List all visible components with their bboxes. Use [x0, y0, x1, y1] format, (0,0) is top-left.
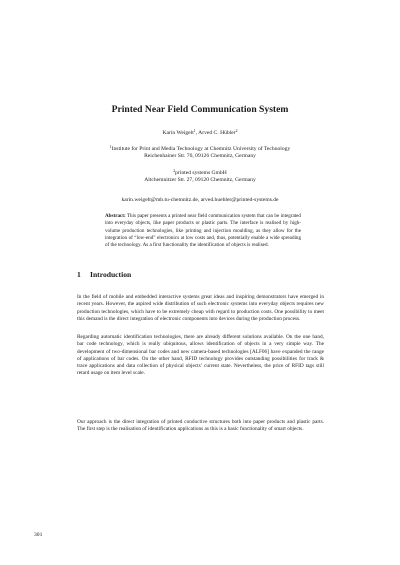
section-number: 1	[77, 270, 81, 279]
section-heading	[77, 270, 131, 280]
abstract-text: This paper presents a printed near field communication system that can be integrated into everyday objects, like paper products or plastic parts. The interface is realised by high-volume production technologies, like printing and injection moulding, as they allow for the integration of “low-end” electronics at low costs and, thus, potentially enable a wide spreading of the technology. As a first functionality the identification of objects is realised.	[105, 213, 301, 248]
affiliation-address: Altchemnitzer Str. 27, 09120 Chemnitz, Germany	[144, 177, 256, 184]
affiliation-name-text: printed systems GmbH	[175, 170, 227, 176]
affiliation-mark: 1	[109, 144, 112, 149]
affiliation-2	[40, 170, 360, 185]
section-title: Introduction	[90, 270, 132, 279]
affiliation-1	[40, 146, 360, 161]
affiliation-mark: 2	[235, 128, 238, 133]
abstract	[105, 213, 301, 249]
abstract-label: Abstract:	[105, 213, 126, 219]
affiliation-name	[40, 170, 360, 177]
author-separator: ,	[195, 130, 199, 136]
author-name: Arved C. Hübler	[198, 130, 236, 136]
paper-title: Printed Near Field Communication System	[111, 104, 289, 115]
body-paragraph: In the field of mobile and embedded interactive systems great ideas and inspiring demonstrators have emerged in recent years. However, the aspired wide distribution of such electronic systems into everyday objects requires new production technologies, which have to be extremely cheap with regard to production costs. One possibility to meet this demand is the direct integration of electronic components into devices during the production process.	[77, 294, 324, 322]
affiliation-name	[40, 146, 360, 153]
author-line	[40, 130, 360, 137]
affiliation-name-text: Institute for Print and Media Technology at Chemnitz University of Technology	[111, 146, 291, 152]
author-name: Karin Weigelt	[162, 130, 194, 136]
body-paragraph: Our approach is the direct integration of printed conductive structures both into paper products and plastic parts. The first step is the realisation of identification applications as this is a basic functionality of smart objects.	[77, 419, 324, 433]
body-paragraph: Regarding automatic identification technologies, there are already different solutions available. On the one hand, bar code technology, which is really ubiquitous, allows identification of objects in a very simple way. The development of two-dimensional bar codes and new camera-based technologies [ALF06] have expanded the range of applications of bar codes. On the other hand, RFID technology provides outstanding possibilities for track & trace applications and data collection of physical objects’ current state. Nevertheless, the price of RFID tags still retard usage on item level scale.	[77, 334, 324, 377]
author-emails: karin.weigelt@mb.tu-chemnitz.de, arved.huebler@printed-systems.de	[121, 197, 279, 203]
affiliation-mark: 2	[173, 168, 176, 173]
affiliation-address: Reichenhainer Str. 70, 09126 Chemnitz, Germany	[144, 153, 256, 160]
affiliation-mark: 1	[193, 128, 196, 133]
page-number: 301	[34, 532, 43, 538]
